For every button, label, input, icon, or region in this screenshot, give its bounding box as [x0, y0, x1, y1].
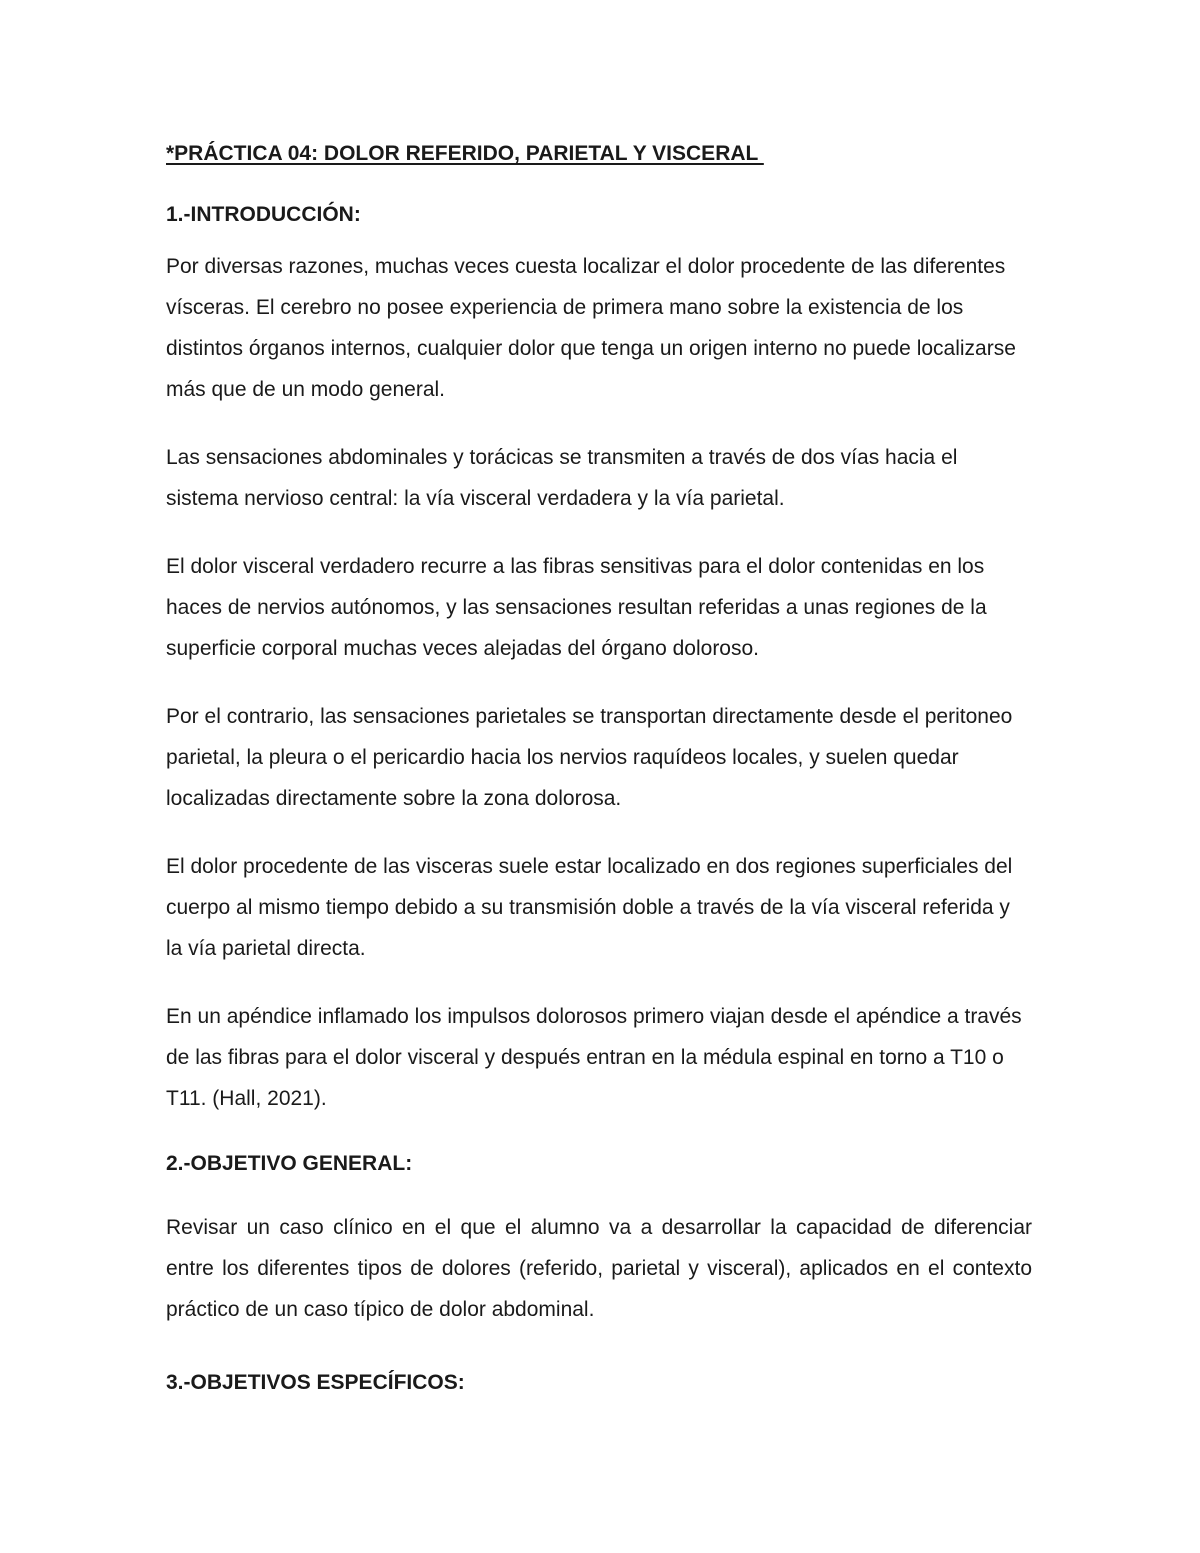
section-heading-objetivo-general: 2.-OBJETIVO GENERAL: — [166, 1152, 413, 1175]
intro-paragraph-6: En un apéndice inflamado los impulsos dolorosos primero viajan desde el apéndice a través de las fibras para el dolor visceral y después entran en la médula espinal en torno a T10 o T11. (Hall, 2021). — [166, 1005, 1022, 1110]
intro-paragraph-1: Por diversas razones, muchas veces cuesta localizar el dolor procedente de las diferentes vísceras. El cerebro no posee experiencia de primera mano sobre la existencia de los distintos órganos internos, cualquier dolor que tenga un origen interno no puede localizarse más que de un modo general. — [166, 255, 1016, 401]
intro-paragraph-5: El dolor procedente de las visceras suele estar localizado en dos regiones superficiales del cuerpo al mismo tiempo debido a su transmisión doble a través de la vía visceral referida y la vía parietal directa. — [166, 855, 1013, 960]
intro-paragraph-4: Por el contrario, las sensaciones parietales se transportan directamente desde el peritoneo parietal, la pleura o el pericardio hacia los nervios raquídeos locales, y suelen quedar localizadas directamente sobre la zona dolorosa. — [166, 705, 1013, 810]
document-body — [166, 138, 1032, 1399]
intro-paragraph-3: El dolor visceral verdadero recurre a las fibras sensitivas para el dolor contenidas en los haces de nervios autónomos, y las sensaciones resultan referidas a unas regiones de la superficie corporal muchas veces alejadas del órgano doloroso. — [166, 555, 987, 660]
section-heading-introduccion: 1.-INTRODUCCIÓN: — [166, 203, 361, 226]
document-title: *PRÁCTICA 04: DOLOR REFERIDO, PARIETAL Y VISCERAL — [166, 142, 764, 165]
objetivo-general-paragraph: Revisar un caso clínico en el que el alumno va a desarrollar la capacidad de diferenciar entre los diferentes tipos de dolores (referido, parietal y visceral), aplicados en el contexto práctico de un caso típico de dolor abdominal. — [166, 1216, 1032, 1321]
intro-paragraph-2: Las sensaciones abdominales y torácicas se transmiten a través de dos vías hacia el sistema nervioso central: la vía visceral verdadera y la vía parietal. — [166, 446, 958, 510]
section-heading-objetivos-especificos: 3.-OBJETIVOS ESPECÍFICOS: — [166, 1371, 465, 1394]
